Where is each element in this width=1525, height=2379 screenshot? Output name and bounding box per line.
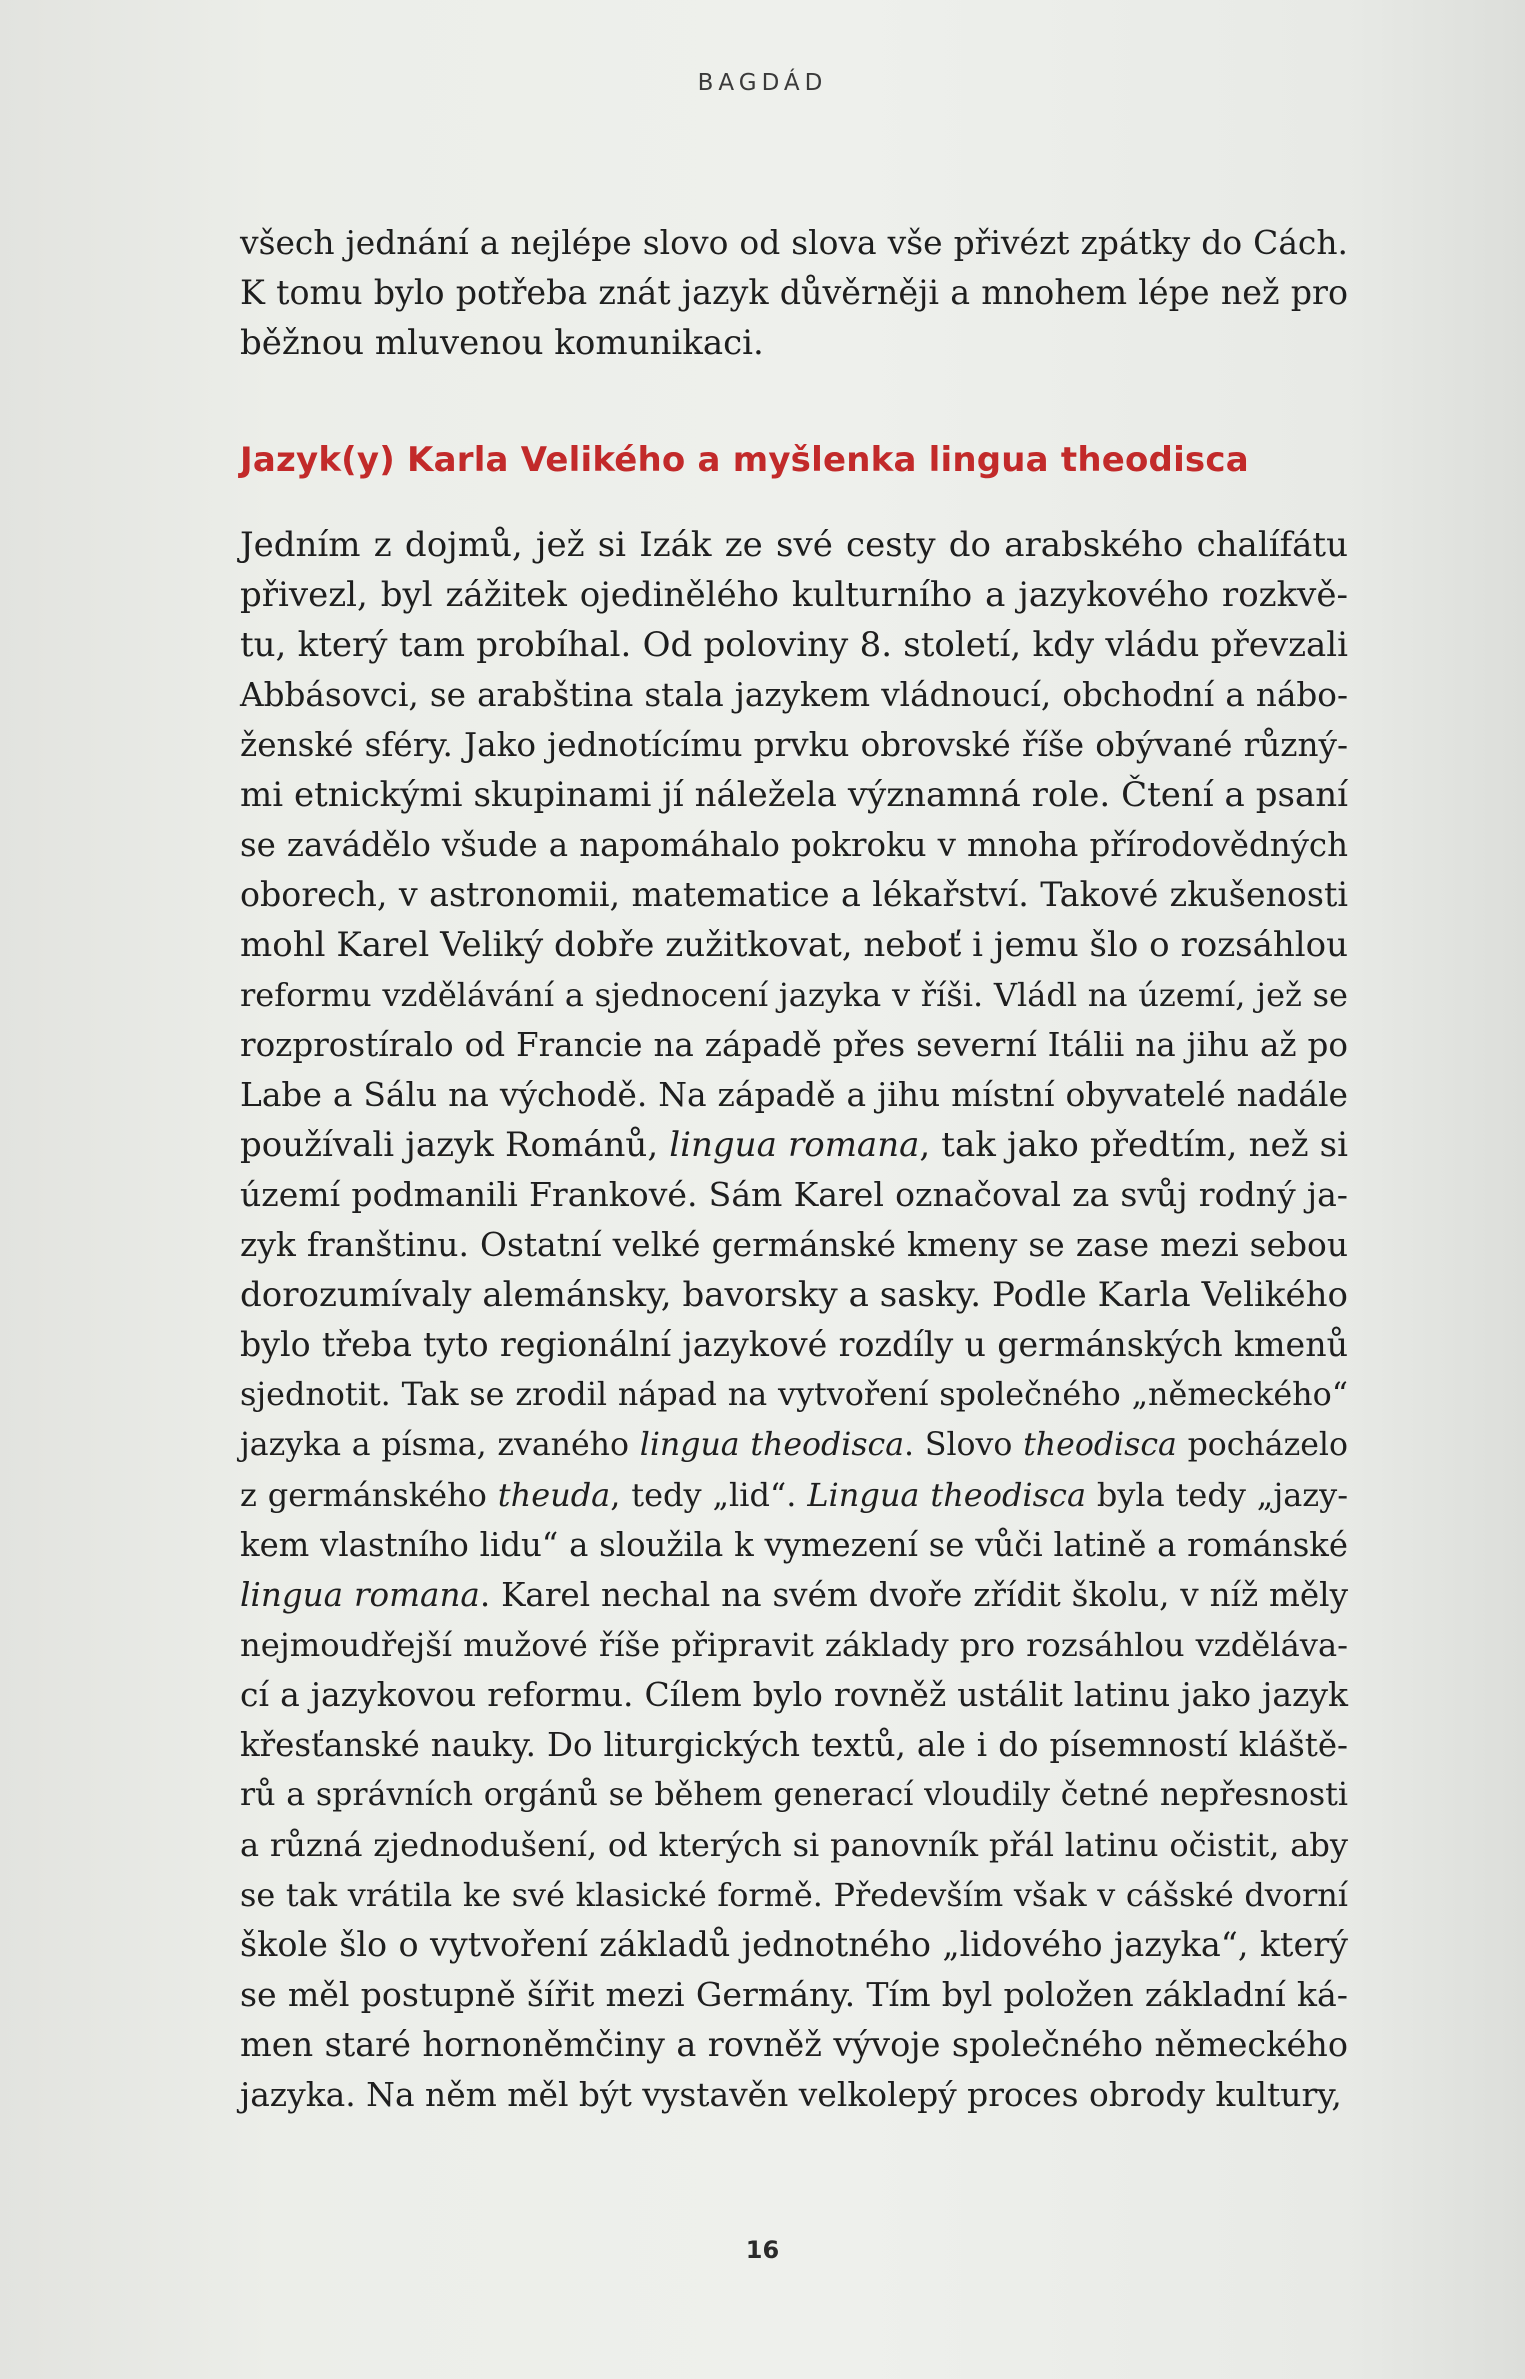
text-run: men staré hornoněmčiny a rovněž vývoje společného německého <box>240 2025 1348 2064</box>
text-line <box>240 2070 1348 2120</box>
text-line <box>240 1170 1348 1220</box>
text-run: se měl postupně šířit mezi Germány. Tím byl položen základní ká- <box>240 1975 1348 2014</box>
text-run: se zavádělo všude a napomáhalo pokroku v mnoha přírodovědných <box>240 826 1348 864</box>
text-line <box>240 1520 1348 1570</box>
text-line <box>240 1420 1348 1470</box>
text-run: Abbásovci, se arabština stala jazykem vládnoucí, obchodní a nábo- <box>240 676 1348 714</box>
text-run: . Slovo <box>904 1427 1024 1463</box>
text-run: jazyka a písma, zvaného <box>240 1427 640 1463</box>
italic-term: theuda <box>497 1476 611 1514</box>
text-run: z germánského <box>240 1476 498 1514</box>
text-line <box>240 1670 1348 1720</box>
text-line <box>240 870 1348 920</box>
text-run: Jedním z dojmů, jež si Izák ze své cesty do arabského chalífátu <box>240 525 1348 565</box>
text-run: , tak jako předtím, než si <box>919 1125 1348 1165</box>
text-line <box>240 920 1348 970</box>
text-line <box>240 1620 1348 1670</box>
text-line <box>240 1920 1348 1970</box>
text-line <box>240 2020 1348 2070</box>
text-line <box>240 1720 1348 1770</box>
italic-term: theodisca <box>1023 1427 1177 1463</box>
text-run: ženské sféry. Jako jednotícímu prvku obrovské říše obývané různý- <box>240 726 1348 764</box>
text-line <box>240 1370 1348 1420</box>
section-heading: Jazyk(y) Karla Velikého a myšlenka lingua theodisca <box>240 440 1249 480</box>
text-line <box>240 620 1348 670</box>
text-line: K tomu bylo potřeba znát jazyk důvěrněji a mnohem lépe než pro <box>240 273 1348 312</box>
text-line <box>240 670 1348 720</box>
text-line <box>240 970 1348 1020</box>
text-run: pocházelo <box>1176 1427 1348 1463</box>
text-run: rů a správních orgánů se během generací vloudily četné nepřesnosti <box>240 1777 1348 1813</box>
text-run: sjednotit. Tak se zrodil nápad na vytvoření společného „německého“ <box>240 1376 1348 1413</box>
text-run: Labe a Sálu na východě. Na západě a jihu místní obyvatelé nadále <box>240 1075 1348 1114</box>
text-run: rozprostíralo od Francie na západě přes severní Itálii na jihu až po <box>240 1026 1348 1064</box>
text-run: škole šlo o vytvoření základů jednotného „lidového jazyka“, který <box>240 1925 1348 1964</box>
text-run: jazyka. Na něm měl být vystavěn velkolepý proces obrody kultury, <box>240 2075 1342 2114</box>
text-run: přivezl, byl zážitek ojedinělého kulturního a jazykového rozkvě- <box>240 575 1348 615</box>
text-run: mohl Karel Veliký dobře zužitkovat, neboť i jemu šlo o rozsáhlou <box>240 925 1348 965</box>
text-line <box>240 1320 1348 1370</box>
italic-term: Lingua theodisca <box>807 1476 1087 1514</box>
text-line <box>240 520 1348 570</box>
text-run: území podmanili Frankové. Sám Karel označoval za svůj rodný ja- <box>240 1175 1348 1214</box>
text-line <box>240 1470 1348 1520</box>
text-run: . Karel nechal na svém dvoře zřídit školu, v níž měly <box>479 1576 1348 1614</box>
text-run: , tedy „lid“. <box>610 1476 808 1514</box>
text-line: běžnou mluvenou komunikaci. <box>240 323 764 363</box>
text-run: cí a jazykovou reformu. Cílem bylo rovněž ustálit latinu jako jazyk <box>240 1675 1348 1714</box>
text-run: oborech, v astronomii, matematice a lékařství. Takové zkušenosti <box>240 875 1348 914</box>
text-run: bylo třeba tyto regionální jazykové rozdíly u germánských kmenů <box>240 1325 1348 1364</box>
text-run: se tak vrátila ke své klasické formě. Především však v cášské dvorní <box>240 1876 1348 1914</box>
text-line <box>240 1220 1348 1270</box>
text-line <box>240 1070 1348 1120</box>
text-run: zyk franštinu. Ostatní velké germánské kmeny se zase mezi sebou <box>240 1225 1348 1264</box>
text-line: všech jednání a nejlépe slovo od slova vše přivézt zpátky do Cách. <box>240 223 1348 262</box>
text-run: byla tedy „jazy- <box>1086 1476 1348 1514</box>
text-run: mi etnickými skupinami jí náležela významná role. Čtení a psaní <box>240 775 1348 815</box>
text-run: reformu vzdělávání a sjednocení jazyka v říši. Vládl na území, jež se <box>240 976 1348 1014</box>
text-line <box>240 1270 1348 1320</box>
text-run: dorozumívaly alemánsky, bavorsky a sasky. Podle Karla Velikého <box>240 1275 1348 1315</box>
text-line <box>240 1820 1348 1870</box>
text-line <box>240 1970 1348 2020</box>
text-line <box>240 720 1348 770</box>
text-line <box>240 1770 1348 1820</box>
page-number: 16 <box>745 2236 780 2264</box>
text-run: nejmoudřejší mužové říše připravit základy pro rozsáhlou vzděláva- <box>240 1626 1348 1664</box>
text-line <box>240 1570 1348 1620</box>
italic-term: lingua romana <box>240 1576 480 1614</box>
text-run: křesťanské nauky. Do liturgických textů, ale i do písemností kláště- <box>240 1726 1348 1764</box>
text-run: tu, který tam probíhal. Od poloviny 8. století, kdy vládu převzali <box>240 625 1348 665</box>
intro-paragraph <box>240 218 1348 368</box>
text-line <box>240 1020 1348 1070</box>
text-line <box>240 1120 1348 1170</box>
text-line <box>240 770 1348 820</box>
text-run: kem vlastního lidu“ a sloužila k vymezení se vůči latině a románské <box>240 1526 1348 1564</box>
text-line <box>240 1870 1348 1920</box>
text-line <box>240 820 1348 870</box>
text-line <box>240 570 1348 620</box>
text-run: používali jazyk Románů, <box>240 1125 670 1165</box>
text-run: a různá zjednodušení, od kterých si panovník přál latinu očistit, aby <box>240 1826 1348 1864</box>
body-paragraph <box>240 520 1348 2120</box>
italic-term: lingua romana <box>669 1125 920 1165</box>
italic-term: lingua theodisca <box>639 1427 905 1463</box>
running-header: BAGDÁD <box>697 70 828 96</box>
